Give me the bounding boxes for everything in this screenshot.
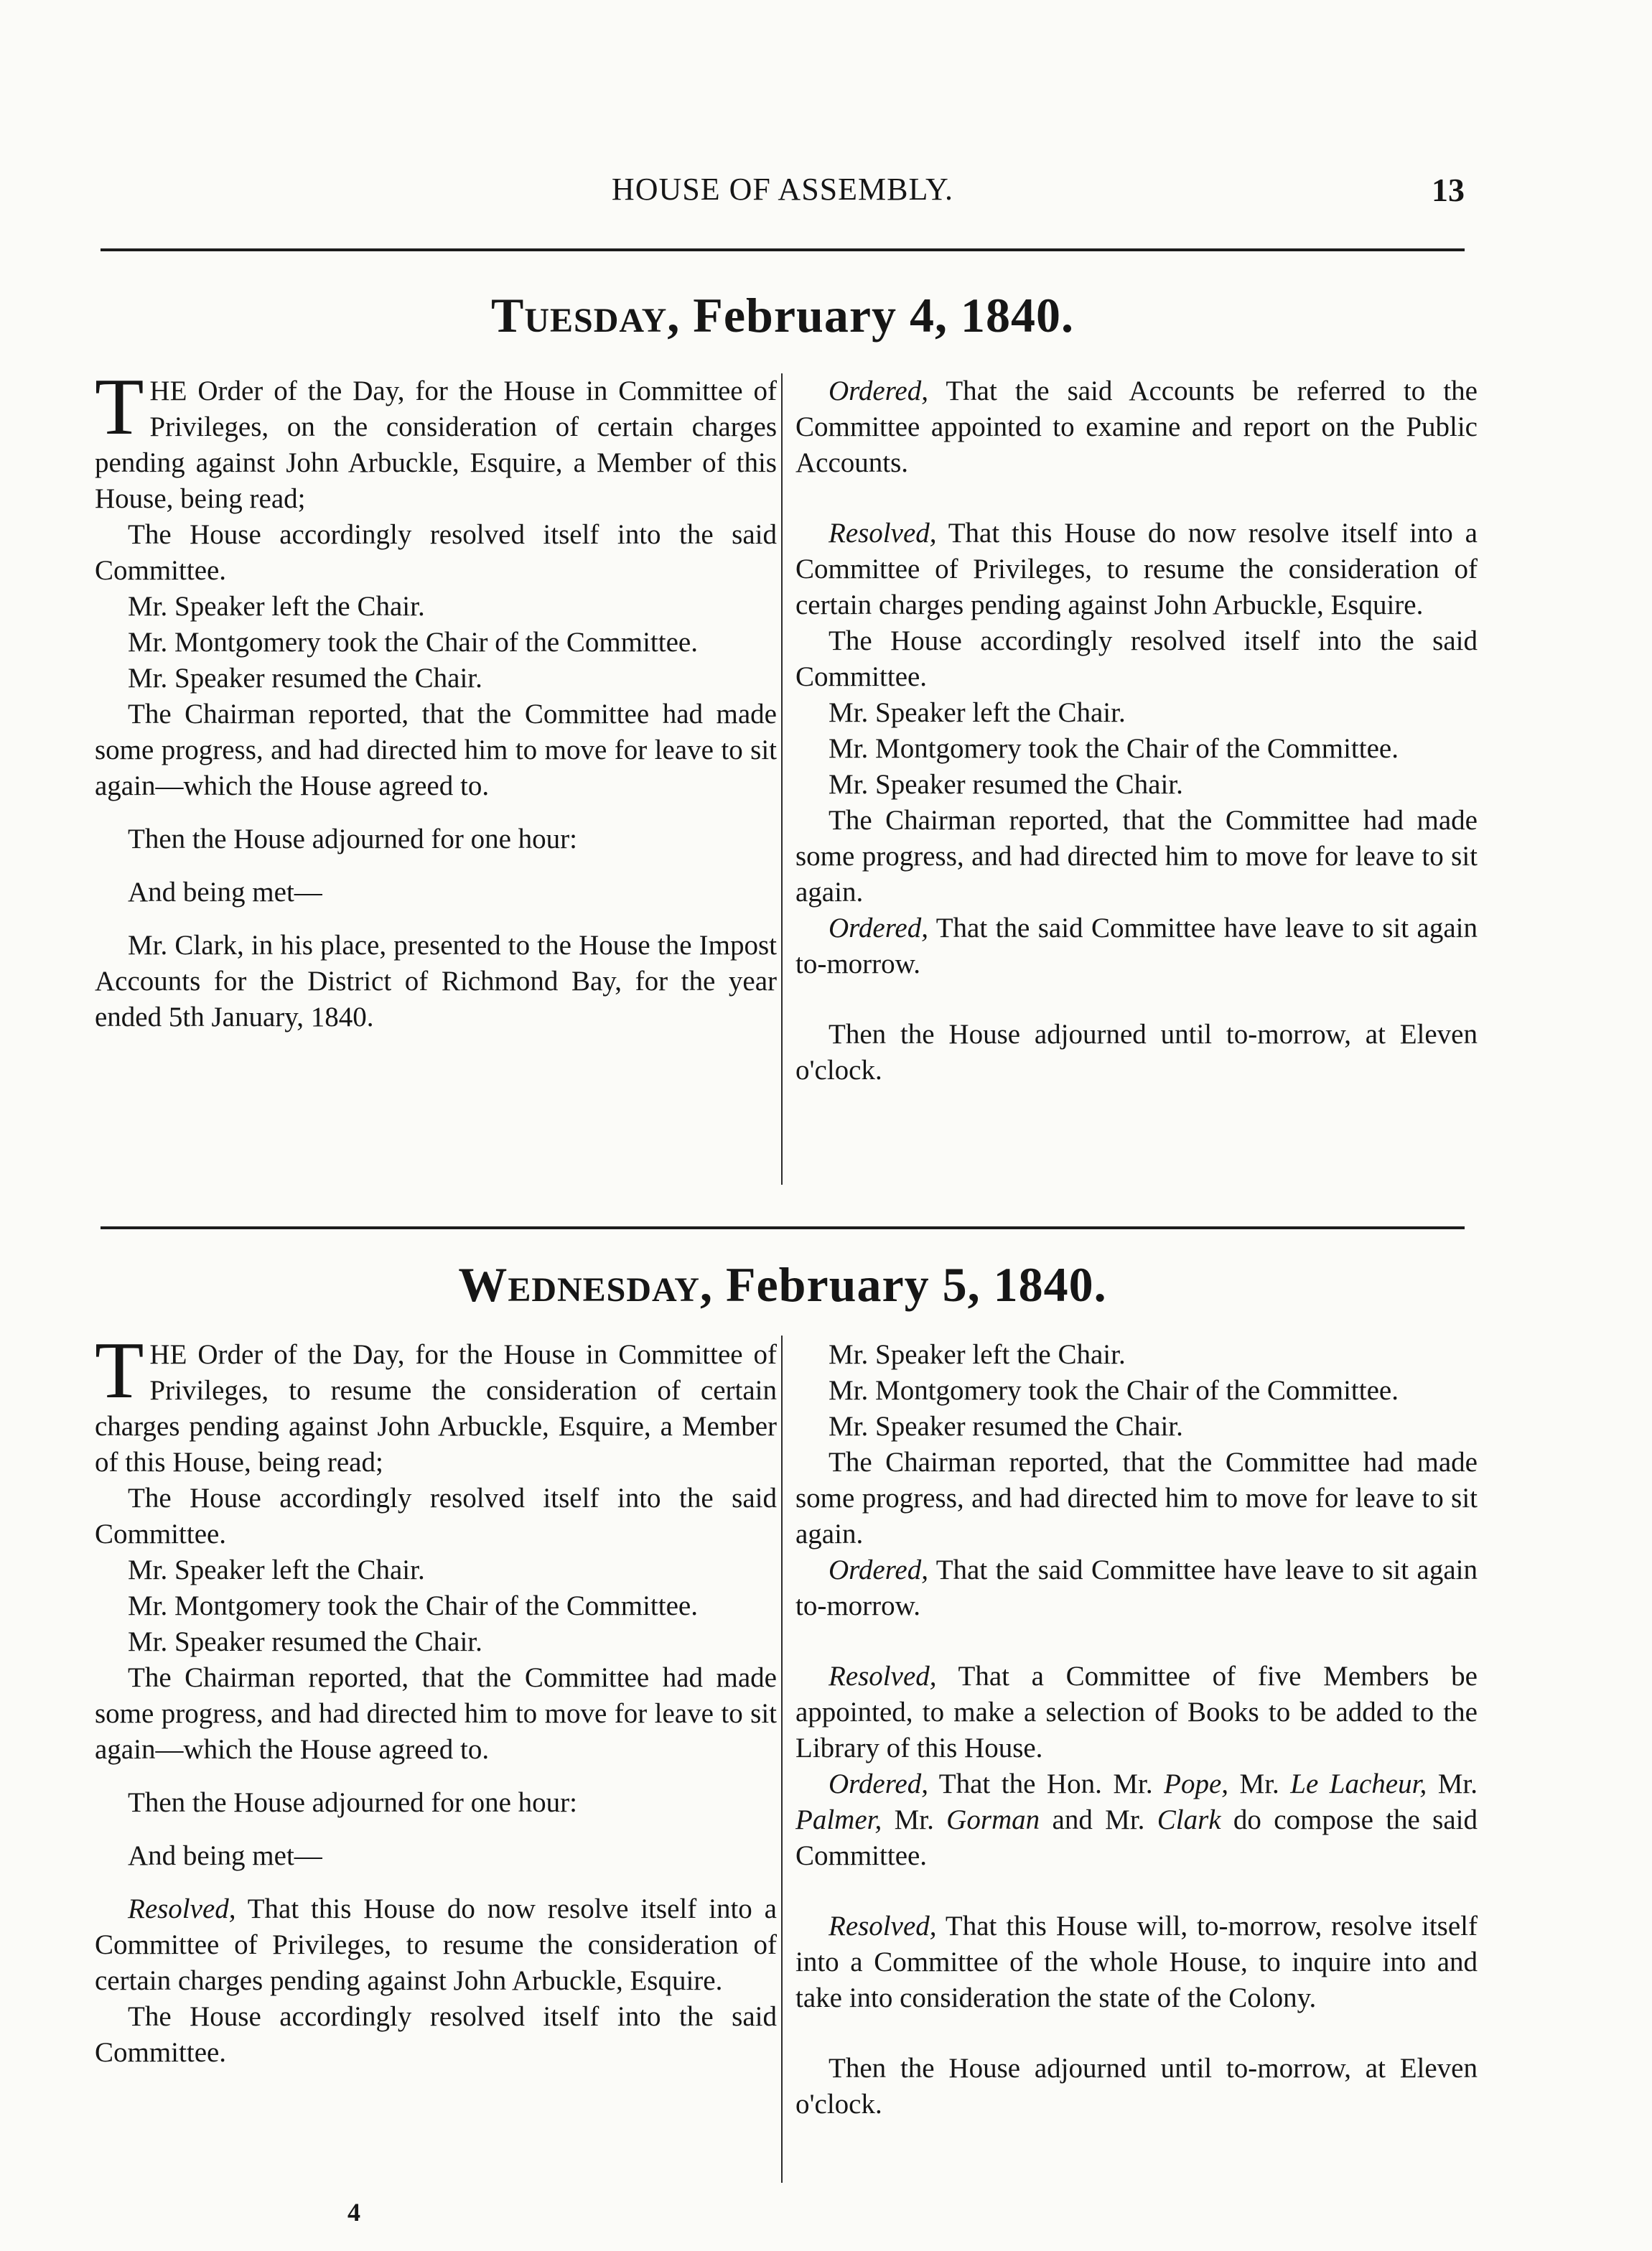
tuesday-right-p9: Then the House adjourned until to-morrow, at Eleven o'clock.: [795, 1019, 1478, 1086]
wednesday-left-p10: The House accordingly resolved itself into the said Committee.: [95, 2001, 777, 2068]
tuesday-right-p7: The Chairman reported, that the Committee had made some progress, and had directed him to move for leave to sit again.: [795, 805, 1478, 908]
p7-text-b: Mr.: [1228, 1768, 1291, 1799]
wednesday-right-p5-text: That the said Committee have leave to sit again to-morrow.: [795, 1555, 1478, 1621]
wednesday-right-p9: Then the House adjourned until to-morrow, at Eleven o'clock.: [795, 2053, 1478, 2120]
tuesday-heading-day: Tuesday,: [490, 288, 681, 342]
p7-text-c: Mr.: [1427, 1768, 1478, 1799]
tuesday-heading-date: February 4, 1840.: [693, 288, 1075, 342]
tuesday-left-p5: Mr. Speaker resumed the Chair.: [128, 663, 482, 694]
member-palmer: Palmer,: [795, 1804, 882, 1835]
running-head: [101, 171, 1465, 214]
resolved-label: Resolved,: [829, 518, 937, 549]
tuesday-right-p4: Mr. Speaker left the Chair.: [829, 697, 1126, 728]
resolved-label: Resolved,: [829, 1911, 937, 1942]
top-rule: [101, 248, 1465, 251]
wednesday-left-p9-text: That this House do now resolve itself into a Committee of Privileges, to resume the consideration of certain charges pending against John Arbuckle, Esquire.: [95, 1893, 777, 1996]
tuesday-left-p3: Mr. Speaker left the Chair.: [128, 591, 425, 622]
p7-text-e: and Mr.: [1040, 1804, 1157, 1835]
tuesday-left-p7: Then the House adjourned for one hour:: [128, 824, 577, 854]
wednesday-right-p1: Mr. Speaker left the Chair.: [829, 1339, 1126, 1370]
wednesday-heading: [101, 1257, 1465, 1313]
wednesday-heading-day: Wednesday,: [458, 1257, 713, 1312]
resolved-label: Resolved,: [128, 1893, 236, 1924]
wednesday-column-divider: [781, 1336, 783, 2183]
member-le-lacheur: Le Lacheur,: [1290, 1768, 1427, 1799]
wednesday-right-p2: Mr. Montgomery took the Chair of the Committee.: [829, 1375, 1399, 1406]
ordered-label: Ordered,: [829, 376, 928, 406]
tuesday-left-p2: The House accordingly resolved itself into the said Committee.: [95, 519, 777, 586]
wednesday-left-p6: The Chairman reported, that the Committee had made some progress, and had directed him to move for leave to sit again—which the House agreed to.: [95, 1662, 777, 1765]
tuesday-right-p2: [795, 516, 1478, 623]
wednesday-left-p7: Then the House adjourned for one hour:: [128, 1787, 577, 1818]
wednesday-left-p1: [95, 1326, 777, 1481]
ordered-label: Ordered,: [829, 1555, 928, 1585]
wednesday-left-column: [95, 1326, 777, 2071]
ordered-label: Ordered,: [829, 1768, 928, 1799]
tuesday-right-p3: The House accordingly resolved itself into the said Committee.: [795, 625, 1478, 692]
wednesday-left-p9: [95, 1891, 777, 1999]
tuesday-right-p5: Mr. Montgomery took the Chair of the Committee.: [829, 733, 1399, 764]
wednesday-left-p4: Mr. Montgomery took the Chair of the Committee.: [128, 1590, 698, 1621]
wednesday-right-column: [795, 1337, 1478, 2122]
member-pope: Pope,: [1164, 1768, 1229, 1799]
page-number: 13: [1432, 172, 1465, 208]
tuesday-right-p2-text: That this House do now resolve itself into a Committee of Privileges, to resume the consideration of certain charges pending against John Arbuckle, Esquire.: [795, 518, 1478, 620]
tuesday-column-divider: [781, 373, 783, 1185]
tuesday-dropcap: T: [95, 363, 144, 452]
member-gorman: Gorman: [946, 1804, 1040, 1835]
tuesday-left-column: [95, 363, 777, 1035]
tuesday-heading: [101, 287, 1465, 344]
wednesday-heading-date: February 5, 1840.: [725, 1257, 1107, 1312]
tuesday-left-p9-text: Mr. Clark, in his place, presented to the House the Impost Accounts for the District of Richmond Bay, for the year ended 5th January, 1840.: [95, 930, 777, 1033]
tuesday-left-p4: Mr. Montgomery took the Chair of the Committee.: [128, 627, 698, 658]
running-title: HOUSE OF ASSEMBLY.: [611, 172, 954, 207]
tuesday-left-p6: The Chairman reported, that the Committee had made some progress, and had directed him to move for leave to sit again—which the House agreed to.: [95, 699, 777, 801]
wednesday-left-p8: And being met—: [128, 1840, 322, 1871]
tuesday-left-p1-text: HE Order of the Day, for the House in Committee of Privileges, on the consideration of certain charges pending against John Arbuckle, Esquire, a Member of this House, being read;: [95, 376, 777, 514]
p7-text-f: do compose the said Committee.: [795, 1804, 1478, 1871]
member-clark: Clark: [1157, 1804, 1221, 1835]
tuesday-right-column: [795, 373, 1478, 1089]
tuesday-left-p8: And being met—: [128, 877, 322, 908]
wednesday-right-p6: [795, 1659, 1478, 1766]
tuesday-right-p1-text: That the said Accounts be referred to the Committee appointed to examine and report on the Public Accounts.: [795, 376, 1478, 478]
signature-mark: 4: [347, 2198, 360, 2227]
section-rule: [101, 1226, 1465, 1229]
ordered-label: Ordered,: [829, 913, 928, 943]
tuesday-right-p8: [795, 910, 1478, 982]
wednesday-right-p8: [795, 1909, 1478, 2016]
wednesday-left-p1-text: HE Order of the Day, for the House in Committee of Privileges, to resume the consideration of certain charges pending against John Arbuckle, Esquire, a Member of this House, being read;: [95, 1339, 777, 1478]
wednesday-dropcap: T: [95, 1326, 144, 1415]
tuesday-left-p1: [95, 363, 777, 517]
wednesday-left-p5: Mr. Speaker resumed the Chair.: [128, 1626, 482, 1657]
wednesday-right-p8-text: That this House will, to-morrow, resolve itself into a Committee of the whole House, to inquire into and take into consideration the state of the Colony.: [795, 1911, 1478, 2013]
wednesday-left-p3: Mr. Speaker left the Chair.: [128, 1555, 425, 1585]
wednesday-right-p6-text: That a Committee of five Members be appointed, to make a selection of Books to be added to the Library of this House.: [795, 1661, 1478, 1763]
tuesday-right-p1: [795, 373, 1478, 481]
wednesday-right-p4: The Chairman reported, that the Committee had made some progress, and had directed him to move for leave to sit again.: [795, 1447, 1478, 1549]
wednesday-right-p7: [795, 1766, 1478, 1874]
p7-text-a: That the Hon. Mr.: [928, 1768, 1165, 1799]
tuesday-right-p8-text: That the said Committee have leave to sit again to-morrow.: [795, 913, 1478, 979]
wednesday-right-p3: Mr. Speaker resumed the Chair.: [829, 1411, 1183, 1442]
resolved-label: Resolved,: [829, 1661, 937, 1692]
tuesday-left-p9: [95, 928, 777, 1035]
wednesday-right-p5: [795, 1552, 1478, 1624]
wednesday-left-p2: The House accordingly resolved itself into the said Committee.: [95, 1483, 777, 1549]
p7-text-d: Mr.: [882, 1804, 947, 1835]
tuesday-right-p6: Mr. Speaker resumed the Chair.: [829, 769, 1183, 800]
